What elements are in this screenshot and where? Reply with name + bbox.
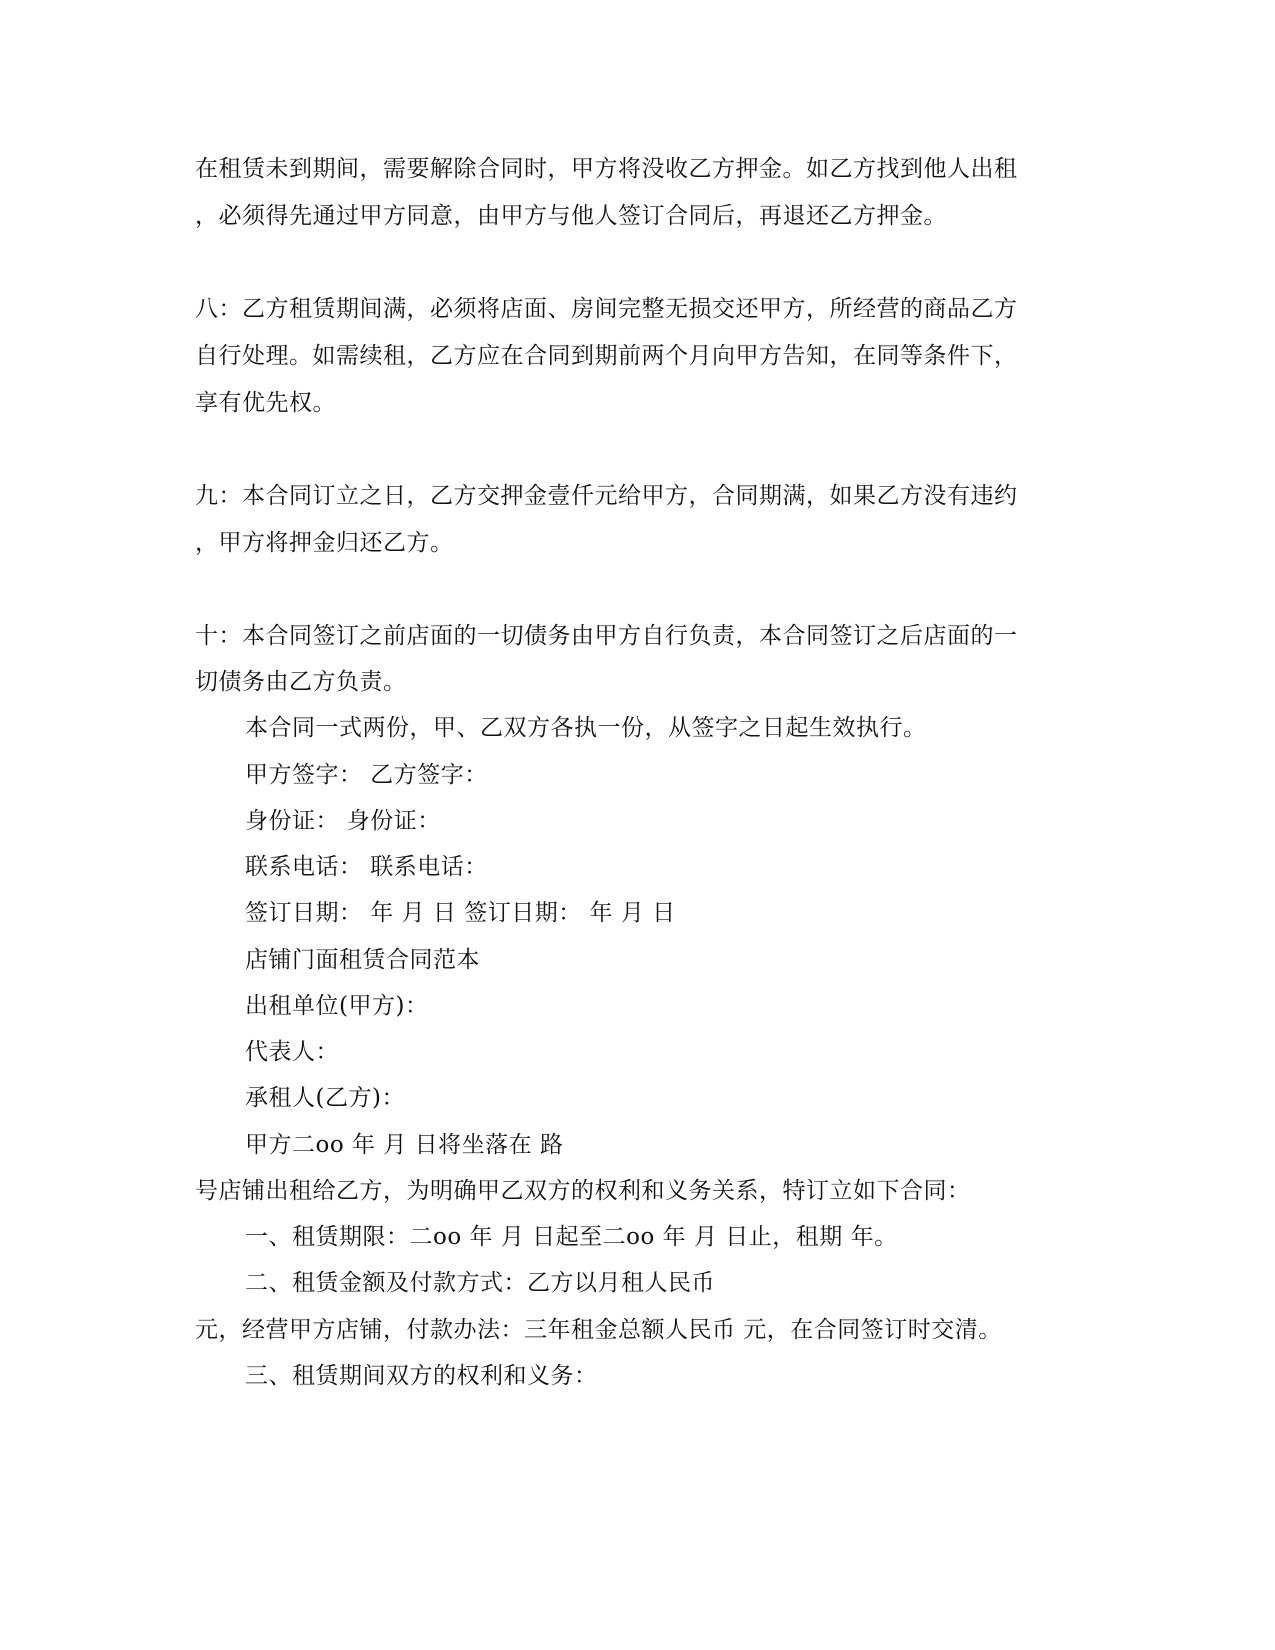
paragraph-line: ，必须得先通过甲方同意，由甲方与他人签订合同后，再退还乙方押金。	[195, 203, 947, 229]
rights-heading: 三、租赁期间双方的权利和义务：	[245, 1363, 598, 1389]
premises-line: 甲方二oo 年 月 日将坐落在 路	[245, 1132, 564, 1158]
clause-eight-line: 享有优先权。	[195, 390, 336, 416]
phone-line: 联系电话： 联系电话：	[245, 854, 488, 880]
payment-line: 二、租赁金额及付款方式：乙方以月租人民币	[245, 1270, 715, 1296]
sign-date-line: 签订日期： 年 月 日 签订日期： 年 月 日	[245, 900, 676, 926]
lessee-line: 承租人(乙方)：	[245, 1085, 405, 1111]
clause-eight-line: 自行处理。如需续租，乙方应在合同到期前两个月向甲方告知，在同等条件下，	[195, 343, 1018, 369]
clause-ten-line: 切债务由乙方负责。	[195, 669, 407, 695]
premises-line: 号店铺出租给乙方，为明确甲乙双方的权利和义务关系，特订立如下合同：	[195, 1178, 971, 1204]
clause-ten-line: 十：本合同签订之前店面的一切债务由甲方自行负责，本合同签订之后店面的一	[195, 623, 1018, 649]
clause-nine-line: ，甲方将押金归还乙方。	[195, 530, 454, 556]
payment-line: 元，经营甲方店铺，付款办法：三年租金总额人民币 元，在合同签订时交清。	[195, 1317, 1002, 1343]
lessor-line: 出租单位(甲方)：	[245, 993, 429, 1019]
id-card-line: 身份证： 身份证：	[245, 808, 441, 834]
copies-statement: 本合同一式两份，甲、乙双方各执一份，从签字之日起生效执行。	[245, 715, 927, 741]
term-line: 一、租赁期限：二oo 年 月 日起至二oo 年 月 日止，租期 年。	[245, 1224, 898, 1250]
representative-line: 代表人：	[245, 1039, 339, 1065]
clause-nine-line: 九：本合同订立之日，乙方交押金壹仟元给甲方，合同期满，如果乙方没有违约	[195, 483, 1018, 509]
contract-title: 店铺门面租赁合同范本	[245, 947, 480, 973]
signature-line: 甲方签字： 乙方签字：	[245, 762, 488, 788]
paragraph-line: 在租赁未到期间，需要解除合同时，甲方将没收乙方押金。如乙方找到他人出租	[195, 156, 1018, 182]
clause-eight-line: 八：乙方租赁期间满，必须将店面、房间完整无损交还甲方，所经营的商品乙方	[195, 296, 1018, 322]
